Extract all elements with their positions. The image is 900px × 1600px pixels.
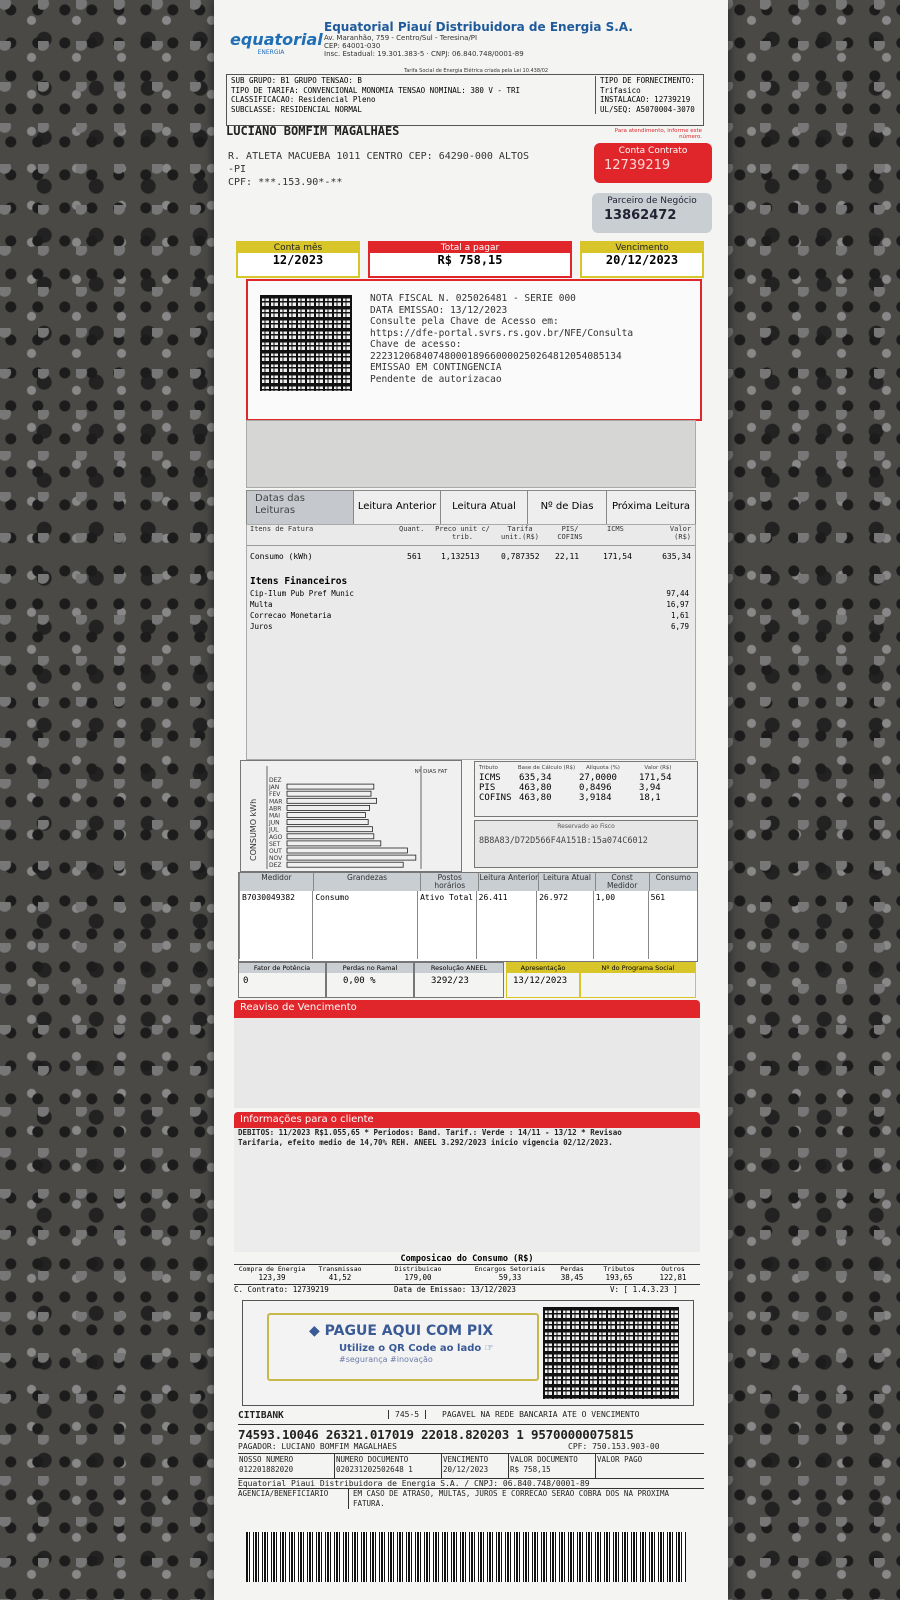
- chart-bar: [287, 862, 403, 867]
- meter-header-cell: Postos horários: [420, 873, 478, 891]
- datas-label: Datas das Leituras: [247, 491, 353, 525]
- nfe-pendente: Pendente de autorizacao: [370, 373, 502, 385]
- blank-grey-area: [246, 420, 696, 488]
- meter-header-cell: Leitura Anterior: [478, 873, 538, 891]
- boleto: [238, 1410, 704, 1526]
- composicao-value: 41,52: [328, 1273, 352, 1282]
- composicao-header: Distribuicao: [394, 1265, 442, 1273]
- col-preco: Preco unit c/ trib.: [435, 525, 490, 541]
- comp-emissao: Data de Emissao: 13/12/2023: [394, 1285, 516, 1294]
- financeiros-title: Itens Financeiros: [250, 576, 348, 587]
- chart-bar: [287, 820, 368, 825]
- pix-box: [242, 1300, 694, 1406]
- chart-bar: [287, 841, 381, 846]
- financeiro-valor: 97,44: [666, 589, 689, 598]
- fornecimento-valor: Trifasico: [600, 85, 641, 95]
- proxima-leitura-label: Próxima Leitura: [606, 491, 695, 525]
- boleto-cpf: CPF: 750.153.903-00: [568, 1442, 660, 1451]
- fisco-code: 8B8A83/D72D566F4A151B:15a074C6012: [479, 836, 648, 846]
- tributo-cell: PIS: [479, 783, 496, 793]
- meter-header-cell: Const Medidor: [595, 873, 649, 891]
- financeiro-desc: Multa: [250, 600, 273, 609]
- tributo-cell: 3,9184: [579, 793, 612, 803]
- programa-value: [581, 973, 695, 979]
- tipo-fornecimento: TIPO DE FORNECIMENTO:: [600, 76, 695, 85]
- composicao-footer: [234, 1284, 700, 1297]
- boleto-venc-cell: [441, 1454, 508, 1478]
- factors-row: [238, 962, 696, 998]
- consumo-valor: 635,34: [662, 552, 691, 561]
- boleto-numdoc-cell: [334, 1454, 441, 1478]
- nosso-label: NOSSO NUMERO: [239, 1455, 294, 1464]
- consumo-icms: 171,54: [603, 552, 632, 561]
- pix-title: PAGUE AQUI COM PIX: [324, 1323, 494, 1339]
- atendimento-note: Para atendimento, informe este número.: [614, 128, 702, 140]
- customer-name: LUCIANO BOMFIM MAGALHAES: [226, 124, 400, 138]
- classificacao: CLASSIFICACAO: Residencial Pleno: [231, 95, 376, 104]
- composicao-header: Perdas: [560, 1265, 584, 1273]
- col-valor: Valor (R$): [669, 525, 691, 541]
- meter-header-cell: Leitura Atual: [538, 873, 594, 891]
- customer-address: R. ATLETA MACUEBA 1011 CENTRO CEP: 64290-000 ALTOS: [228, 151, 530, 162]
- programa-label: Nº do Programa Social: [581, 963, 695, 973]
- boleto-pagador: PAGADOR: LUCIANO BOMFIM MAGALHAES: [238, 1442, 397, 1451]
- chart-month-label: DEZ: [269, 777, 282, 784]
- total-value: R$ 758,15: [437, 253, 503, 267]
- classification-box: [226, 74, 704, 126]
- company-logo: [230, 30, 323, 56]
- financeiro-valor: 1,61: [670, 611, 689, 620]
- valdoc-label: VALOR DOCUMENTO: [510, 1455, 578, 1464]
- vencimento-value: 20/12/2023: [605, 253, 679, 267]
- perdas-value: 0,00 %: [343, 976, 376, 986]
- meter-cell: 26.972: [536, 891, 593, 959]
- logo-sub: ENERGIA: [257, 49, 285, 56]
- chart-bar: [287, 855, 416, 860]
- financeiro-row: [247, 589, 695, 600]
- chart-month-label: MAR: [269, 798, 283, 806]
- composicao-value: 123,39: [258, 1273, 286, 1282]
- tributo-cell: ICMS: [479, 773, 501, 783]
- tributo-cell: 463,80: [519, 783, 552, 793]
- numdoc-label: NUMERO DOCUMENTO: [336, 1455, 409, 1464]
- financeiros-list: [247, 589, 695, 633]
- subclasse: SUBCLASSE: RESIDENCIAL NORMAL: [231, 104, 362, 114]
- conta-mes-label: Conta mês: [238, 243, 358, 253]
- info-line-1: DEBITOS: 11/2023 R$1.055,65 * Periodos: Band. Tarif.: Verde : 14/11 - 13/12 * Revisao: [238, 1128, 622, 1137]
- dias-label: Nº de Dias: [527, 491, 606, 525]
- chart-month-label: JUN: [269, 819, 280, 827]
- chart-bar: [287, 791, 371, 796]
- nfe-box: [246, 279, 702, 421]
- chart-bar: [287, 848, 407, 853]
- boleto-agencia-row: [238, 1489, 704, 1509]
- contract-box: [594, 143, 712, 183]
- consumo-desc: Consumo (kWh): [250, 552, 313, 561]
- consumo-pis: 22,11: [555, 552, 580, 561]
- col-item: Itens de Fatura: [250, 525, 314, 533]
- chart-month-label: FEV: [269, 791, 281, 799]
- composicao-headers: [234, 1264, 700, 1273]
- composicao-values: [234, 1273, 700, 1282]
- partner-label: Parceiro de Negócio: [607, 196, 697, 206]
- tributo-row: [479, 793, 697, 803]
- boleto-beneficiario: Equatorial Piaui Distribuidora de Energia S.A. / CNPJ: 06.840.748/0001-89: [238, 1479, 704, 1489]
- tributo-cell: 171,54: [639, 773, 672, 783]
- composicao-header: Outros: [661, 1265, 685, 1273]
- consumption-chart: [240, 760, 462, 872]
- perdas-box: [326, 962, 414, 998]
- contract-label: Conta Contrato: [618, 146, 688, 156]
- composicao-header: Transmissao: [318, 1265, 362, 1273]
- chart-bar: [287, 798, 377, 803]
- venc-value: 20/12/2023: [443, 1465, 489, 1474]
- nfe-qr-code: [260, 295, 352, 391]
- meter-cell: Consumo: [312, 891, 417, 959]
- meter-cell: 561: [648, 891, 697, 959]
- tributo-row: [479, 773, 697, 783]
- tributo-cell: 3,94: [639, 783, 661, 793]
- tributo-cell: COFINS: [479, 793, 512, 803]
- chart-bar: [287, 827, 372, 832]
- agencia-label: AGENCIA/BENEFICIARIO: [238, 1489, 329, 1498]
- partner-number: 13862472: [604, 208, 677, 223]
- tributo-row: [479, 783, 697, 793]
- info-title: Informações para o cliente: [234, 1112, 700, 1130]
- tributos-rows: [479, 773, 697, 803]
- fp-label: Fator de Potência: [239, 963, 325, 973]
- financeiro-row: [247, 611, 695, 622]
- nfe-chave-label: Chave de acesso:: [370, 339, 462, 350]
- boleto-bank-row: [238, 1410, 704, 1425]
- composicao-header: Tributos: [603, 1265, 635, 1273]
- chart-bar: [287, 784, 374, 789]
- vencimento-box: [580, 241, 704, 278]
- info-line-2: Tarifaria, efeito medio de 14,70% REH. ANEEL 3.292/2023 inicio vigencia 02/12/2023.: [238, 1138, 613, 1147]
- composicao-title: Composicao do Consumo (R$): [400, 1254, 534, 1264]
- leitura-anterior-label: Leitura Anterior: [353, 491, 440, 525]
- subgrupo: SUB GRUPO: B1 GRUPO TENSAO: B: [231, 76, 362, 85]
- tributo-cell: 635,34: [519, 773, 552, 783]
- customer-address-block: [228, 150, 568, 189]
- chart-month-label: DEZ: [269, 862, 282, 870]
- tributo-cell: 27,0000: [579, 773, 617, 783]
- tributo-header: Tributo: [479, 765, 498, 771]
- boleto-bank: CITIBANK: [238, 1410, 284, 1421]
- pix-qr-code: [543, 1307, 679, 1399]
- chart-month-label: ABR: [269, 805, 282, 813]
- nfe-numero: NOTA FISCAL N. 025026481 - SERIE 000: [370, 293, 576, 304]
- chart-month-label: JAN: [269, 784, 280, 792]
- tributo-header: Base de Cálculo (R$): [517, 765, 576, 771]
- financeiro-valor: 16,97: [666, 600, 689, 609]
- logo-text: equatorial: [230, 30, 323, 49]
- tributos-header: [479, 765, 693, 771]
- tributo-header: Alíquota (%): [586, 765, 620, 771]
- energy-bill: [214, 0, 728, 1600]
- composicao-value: 38,45: [560, 1273, 584, 1282]
- nfe-emissao: DATA EMISSAO: 13/12/2023: [370, 304, 508, 316]
- chart-month-label: AGO: [269, 833, 283, 841]
- chart-month-label: JUL: [269, 826, 279, 834]
- total-label: Total a pagar: [370, 243, 570, 253]
- valpago-label: VALOR PAGO: [597, 1455, 643, 1464]
- total-box: [368, 241, 572, 278]
- financeiro-desc: Correcao Monetaria: [250, 611, 332, 620]
- meter-cell: 1,00: [593, 891, 648, 959]
- programa-box: [580, 962, 696, 998]
- composicao-header: Encargos Setoriais: [474, 1265, 546, 1273]
- chart-dias-label: Nº DIAS FAT: [414, 769, 448, 775]
- col-quant: Quant.: [399, 525, 425, 533]
- chart-month-label: OUT: [269, 848, 282, 855]
- tributo-cell: 463,80: [519, 793, 552, 803]
- pix-line2: #segurança #inovação: [339, 1355, 433, 1364]
- boleto-valpago-cell: [595, 1454, 704, 1478]
- pix-title-row: [309, 1323, 537, 1339]
- comp-versao: V: [ 1.4.3.23 ]: [610, 1285, 678, 1294]
- financeiro-row: [247, 622, 695, 633]
- resolucao-value: 3292/23: [431, 976, 469, 986]
- chart-month-label: MAI: [269, 812, 281, 820]
- tributo-cell: 0,8496: [579, 783, 612, 793]
- boleto-bank-code: 745-5: [388, 1410, 426, 1419]
- pix-line1-row: [339, 1343, 537, 1354]
- apresentacao-label: Apresentação: [507, 963, 579, 973]
- boleto-pagavel: PAGAVEL NA REDE BANCARIA ATE O VENCIMENTO: [442, 1410, 640, 1419]
- meter-table: [238, 872, 698, 962]
- boleto-linha-digitavel: 74593.10046 26321.017019 22018.820203 1 95700000075815: [238, 1427, 634, 1442]
- ul-seq: UL/SEQ: A5070004-3070: [600, 104, 695, 114]
- fp-box: [238, 962, 326, 998]
- partner-box: [592, 193, 712, 233]
- meter-cell: 26.411: [476, 891, 536, 959]
- financeiro-desc: Cip-Ilum Pub Pref Munic: [250, 589, 354, 598]
- resolucao-label: Resolução ANEEL: [415, 963, 503, 973]
- instalacao: INSTALACAO: 12739219: [600, 95, 691, 104]
- meter-row: [239, 891, 697, 959]
- consumo-quant: 561: [407, 552, 422, 561]
- meter-header-cell: Grandezas: [313, 873, 420, 891]
- info-area: [234, 1128, 700, 1252]
- composicao-value: 193,65: [605, 1273, 633, 1282]
- meter-header: [239, 873, 697, 891]
- nfe-contingencia: EMISSAO EM CONTINGENCIA: [370, 362, 502, 373]
- pix-frame: [267, 1313, 539, 1381]
- tributos-box: [474, 761, 698, 817]
- boleto-pagador-row: [238, 1442, 704, 1453]
- resolucao-box: [414, 962, 504, 998]
- customer-state: -PI: [228, 164, 247, 175]
- hand-pointer-icon: ☞: [484, 1343, 494, 1354]
- consumption-chart-svg: [241, 761, 461, 871]
- tributo-cell: 18,1: [639, 793, 661, 803]
- apresentacao-box: [506, 962, 580, 998]
- items-header-row: [247, 525, 695, 546]
- pix-line1: Utilize o QR Code ao lado: [339, 1343, 482, 1354]
- consumo-row: [247, 552, 695, 570]
- composicao-value: 179,00: [404, 1273, 432, 1282]
- boleto-valdoc-cell: [508, 1454, 595, 1478]
- boleto-nosso-cell: [238, 1454, 334, 1478]
- chart-bar: [287, 834, 374, 839]
- conta-mes-value: 12/2023: [272, 253, 324, 267]
- customer-cpf: CPF: ***.153.90*-**: [228, 177, 343, 188]
- meter-cell: Ativo Total: [417, 891, 476, 959]
- numdoc-value: 020231202502648 1: [336, 1465, 413, 1474]
- invoice-items: [246, 524, 696, 760]
- valdoc-value: R$ 758,15: [510, 1465, 551, 1474]
- financeiro-valor: 6,79: [670, 622, 689, 631]
- composicao-value: 59,33: [498, 1273, 522, 1282]
- company-name: Equatorial Piauí Distribuidora de Energia S.A.: [324, 20, 633, 34]
- perdas-label: Perdas no Ramal: [327, 963, 413, 973]
- vencimento-label: Vencimento: [582, 243, 702, 253]
- leitura-atual-label: Leitura Atual: [440, 491, 527, 525]
- comp-contrato: C. Contrato: 12739219: [234, 1285, 329, 1294]
- meter-cell: B7030049382: [239, 891, 312, 959]
- venc-label: VENCIMENTO: [443, 1455, 489, 1464]
- financeiro-desc: Juros: [250, 622, 273, 631]
- readings-header: [246, 490, 696, 526]
- chart-month-label: SET: [269, 840, 281, 848]
- company-address: Av. Maranhão, 759 - Centro/Sul - Teresina/PI: [324, 34, 478, 42]
- company-cnpj: Insc. Estadual: 19.301.383-5 · CNPJ: 06.840.748/0001-89: [324, 50, 524, 58]
- company-cep: CEP: 64001-030: [324, 42, 381, 50]
- tipo-tarifa: TIPO DE TARIFA: CONVENCIONAL MONOMIA TENSAO NOMINAL: 380 V - TRI: [231, 85, 520, 95]
- nfe-chave: 22231206840748000189660000250264812054085134: [370, 350, 622, 362]
- composicao-header: Compra de Energia: [238, 1265, 306, 1273]
- nfe-url: https://dfe-portal.svrs.rs.gov.br/NFE/Consulta: [370, 327, 634, 339]
- fisco-box: [474, 820, 698, 868]
- boleto-barcode: [246, 1532, 686, 1582]
- nfe-consulte: Consulte pela Chave de Acesso em:: [370, 316, 559, 327]
- composicao-value: 122,81: [659, 1273, 687, 1282]
- chart-month-label: NOV: [269, 855, 283, 863]
- financeiro-row: [247, 600, 695, 611]
- tributo-header: Valor (R$): [644, 765, 672, 771]
- chart-bar: [287, 805, 370, 810]
- chart-axis-label: CONSUMO kWh: [249, 798, 258, 861]
- pix-diamond-icon: ◆: [309, 1323, 320, 1339]
- fisco-label: Reservado ao Fisco: [557, 823, 615, 830]
- apresentacao-value: 13/12/2023: [513, 976, 568, 986]
- chart-bar: [287, 813, 365, 818]
- reaviso-title: Reaviso de Vencimento: [234, 1000, 700, 1018]
- col-tarifa: Tarifa unit.(R$): [501, 525, 539, 541]
- contract-number: 12739219: [604, 158, 671, 173]
- reaviso-area: [234, 1018, 700, 1108]
- meter-header-cell: Consumo: [649, 873, 697, 891]
- col-pis: PIS/ COFINS: [557, 525, 583, 541]
- col-icms: ICMS: [607, 525, 624, 533]
- nosso-value: 012201882020: [239, 1465, 294, 1474]
- meter-header-cell: Medidor: [239, 873, 313, 891]
- tarifa-social: Tarifa Social de Energia Elétrica criada pela Lei 10.438/02: [404, 68, 549, 74]
- consumo-preco: 1,132513: [441, 552, 480, 561]
- fp-value: 0: [243, 976, 249, 986]
- composicao-section: [234, 1254, 700, 1298]
- boleto-fields-row: [238, 1453, 704, 1479]
- consumo-tarifa: 0,787352: [501, 552, 540, 561]
- conta-mes-box: [236, 241, 360, 278]
- boleto-aviso: EM CASO DE ATRASO, MULTAS, JUROS E CORRECAO SERAO COBRA DOS NA PROXIMA FATURA.: [348, 1489, 704, 1509]
